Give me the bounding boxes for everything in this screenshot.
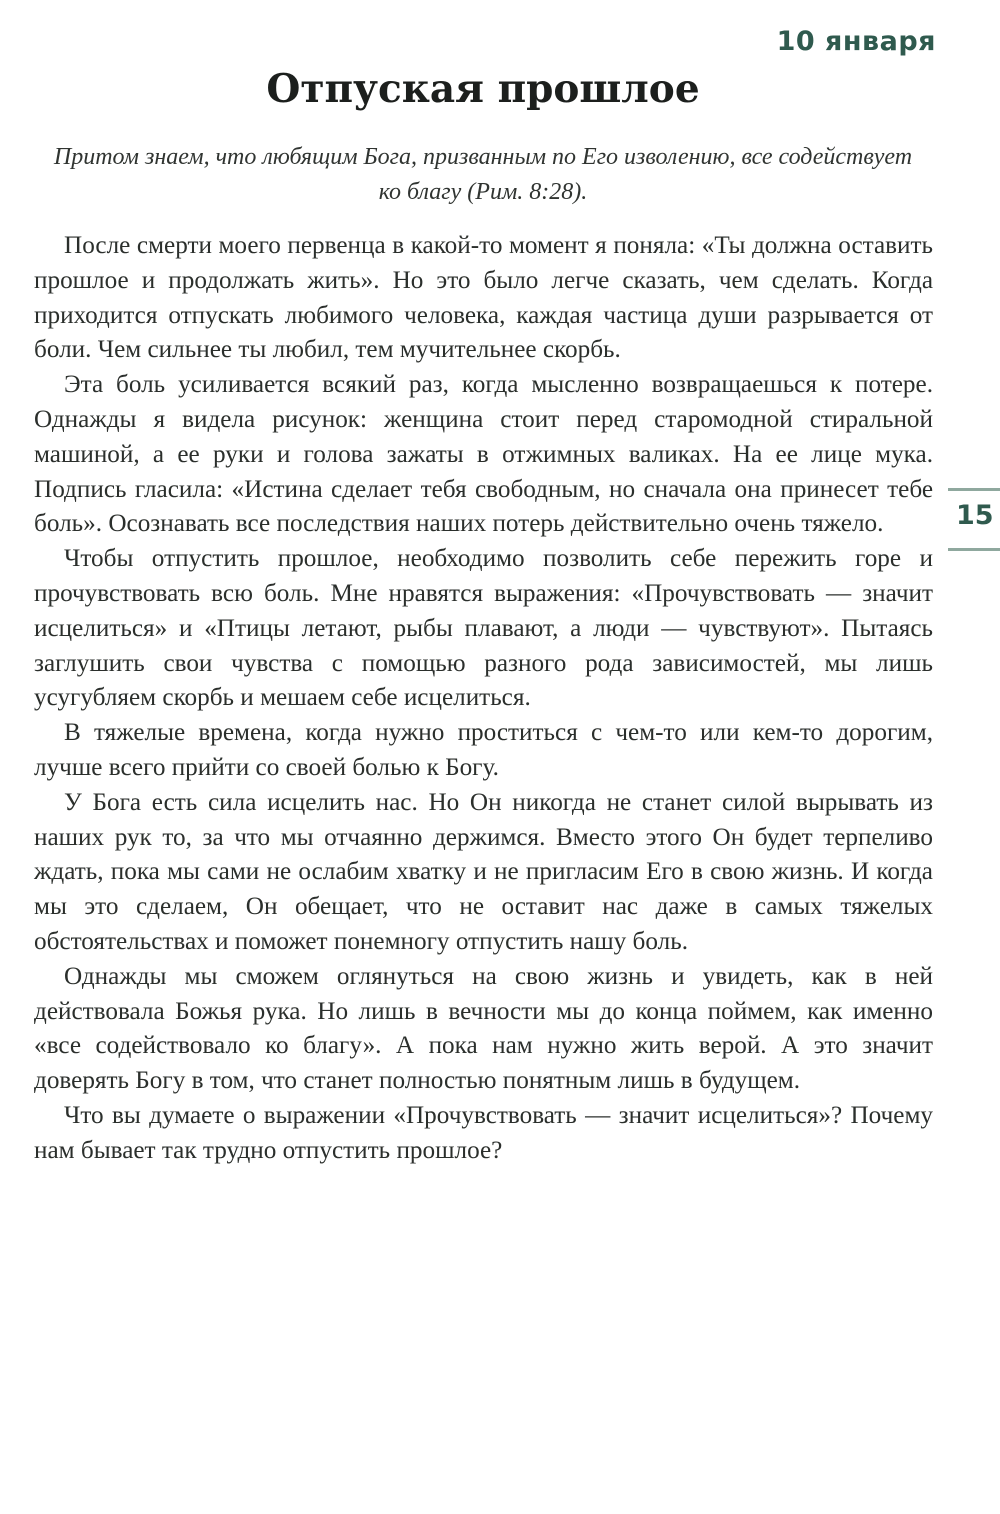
page-title: Отпуская прошлое: [266, 66, 700, 112]
paragraph-2: Эта боль усиливается всякий раз, когда мысленно возвращаешься к потере. Однажды я видела рисунок: женщина стоит перед старомодной стиральной машиной, а ее руки и голова зажаты в отжимных валиках. На ее лице мука. Подпись гласила: «Истина сделает тебя свободным, но сначала она принесет тебе боль». Осознавать все последствия наших потерь действительно очень тяжело.: [34, 371, 933, 538]
paragraph-5: У Бога есть сила исцелить нас. Но Он никогда не станет силой вырывать из наших рук то, за что мы отчаянно держимся. Вместо этого Он будет терпеливо ждать, пока мы сами не ослабим хватку и не пригласим Его в свою жизнь. И когда мы это сделаем, Он обещает, что не оставит нас даже в самых тяжелых обстоятельствах и поможет понемногу отпустить нашу боль.: [34, 788, 933, 955]
paragraph-7: Что вы думаете о выражении «Прочувствовать — значит исцелиться»? Почему нам бывает так трудно отпустить прошлое?: [34, 1101, 933, 1164]
page-date: 10 января: [776, 26, 936, 57]
paragraph-4: В тяжелые времена, когда нужно проститься с чем-то или кем-то дорогим, лучше всего прийти со своей болью к Богу.: [34, 719, 933, 781]
paragraph-6: Однажды мы сможем оглянуться на свою жизнь и увидеть, как в ней действовала Божья рука. Но лишь в вечности мы до конца поймем, как именно «все содействовало ко благу». А пока нам нужно жить верой. А это значит доверять Богу в том, что станет полностью понятным лишь в будущем.: [34, 962, 933, 1095]
page-tab-top-rule: [948, 488, 1000, 491]
paragraph-3: Чтобы отпустить прошлое, необходимо позволить себе пережить горе и прочувствовать всю боль. Мне нравятся выражения: «Прочувствовать — значит исцелиться» и «Птицы летают, рыбы плавают, а люди — чувствуют». Пытаясь заглушить свои чувства с помощью разного рода зависимостей, мы лишь усугубляем скорбь и мешаем себе исцелиться.: [34, 545, 933, 712]
epigraph-verse: Притом знаем, что любящим Бога, призванным по Его изволению, все содействует ко благу (Рим. 8:28).: [53, 144, 913, 205]
page-number-tab: [948, 482, 1000, 556]
paragraph-1: После смерти моего первенца в какой-то момент я поняла: «Ты должна оставить прошлое и продолжать жить». Но это было легче сказать, чем сделать. Когда приходится отпускать любимого человека, каждая частица души разрывается от боли. Чем сильнее ты любил, тем мучительнее скорбь.: [34, 232, 933, 364]
page-tab-bottom-rule: [948, 548, 1000, 551]
page-number: 15: [956, 500, 994, 531]
body-text: [34, 229, 933, 1169]
